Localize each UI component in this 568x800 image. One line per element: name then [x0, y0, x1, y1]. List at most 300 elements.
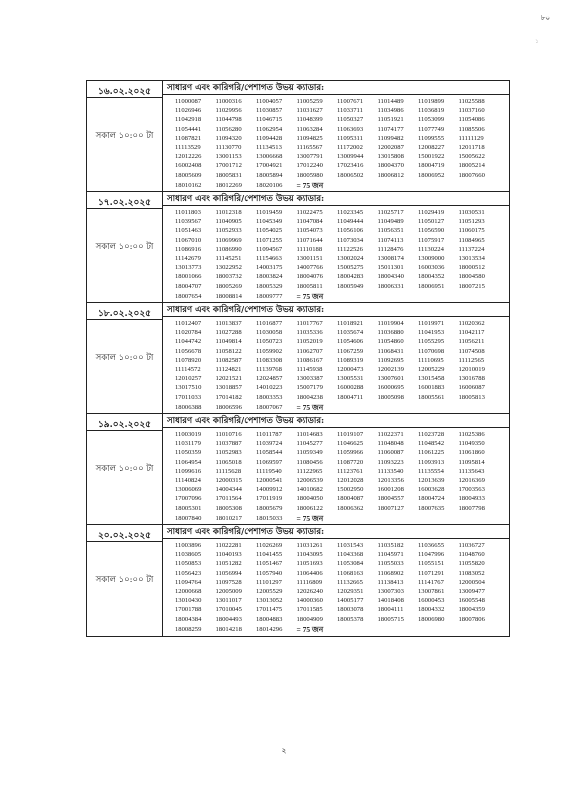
roll-row: [175, 458, 505, 467]
roll-number: 11040193: [215, 551, 242, 559]
roll-number: 18005214: [458, 162, 485, 170]
roll-number: 11026269: [256, 542, 283, 549]
roll-number: 11048760: [458, 551, 485, 559]
roll-number: 11037160: [458, 107, 485, 115]
exam-date: ১৯.০২.২০২৫: [97, 420, 152, 430]
roll-number: 18012269: [215, 181, 242, 189]
roll-number: 11058544: [256, 449, 283, 457]
roll-number: 11036819: [418, 107, 445, 115]
roll-number: 18008259: [175, 625, 202, 633]
roll-number: 11065018: [215, 458, 242, 466]
roll-row: [175, 578, 505, 587]
roll-number: 12012028: [337, 477, 364, 485]
roll-number: 11041455: [256, 551, 283, 559]
roll-number: 18004711: [337, 393, 364, 401]
roll-number: 11031179: [175, 440, 201, 448]
roll-number: 12010257: [175, 375, 202, 383]
roll-number: 11087821: [175, 134, 202, 142]
roll-number: 11172002: [337, 144, 363, 152]
roll-row: [175, 356, 505, 365]
roll-number: 11019899: [418, 98, 445, 105]
roll-number: 11050127: [418, 218, 445, 226]
roll-number: 11059902: [256, 347, 283, 355]
roll-number: 11022371: [377, 431, 404, 438]
roll-row: [175, 125, 505, 134]
roll-number: 18006951: [418, 282, 445, 290]
roll-number: 11018921: [337, 320, 364, 327]
roll-number: 11030857: [256, 107, 283, 115]
date-cell: [87, 81, 163, 191]
roll-number: 18006812: [377, 171, 404, 179]
roll-number: 11036880: [377, 329, 404, 337]
roll-number: 11053084: [337, 560, 364, 568]
roll-number: 11035674: [337, 329, 364, 337]
roll-number: 18004283: [337, 273, 364, 281]
roll-number: 11141767: [418, 578, 444, 586]
roll-number: 14003175: [256, 264, 283, 272]
roll-number: 11071291: [418, 569, 445, 577]
roll-list: [163, 539, 509, 634]
roll-number: 11050723: [256, 338, 283, 346]
roll-number: 11111129: [458, 134, 484, 142]
roll-number: 13016788: [458, 375, 485, 383]
roll-row: [175, 226, 505, 235]
roll-number: 18005813: [458, 393, 485, 401]
roll-number: 17011564: [215, 495, 242, 503]
roll-number: 18006122: [296, 504, 323, 512]
roll-number: 13010430: [175, 597, 202, 605]
roll-cell: [163, 81, 509, 191]
roll-number: 18015033: [256, 514, 283, 522]
roll-number: 18005329: [256, 282, 283, 290]
roll-number: 11055033: [377, 560, 404, 568]
roll-number: 18005301: [175, 504, 202, 512]
schedule-block: [87, 525, 509, 636]
roll-number: 14009912: [256, 486, 283, 494]
roll-number: 11116809: [296, 578, 323, 586]
roll-number: 11031261: [296, 542, 323, 549]
side-mark: ১: [535, 38, 539, 45]
roll-number: 11067010: [175, 236, 202, 244]
roll-number: 11114572: [175, 366, 201, 374]
roll-number: 12029351: [337, 588, 364, 596]
roll-number: 11135554: [418, 467, 444, 475]
roll-number: 11035336: [296, 329, 323, 337]
roll-number: 11055820: [458, 560, 485, 568]
roll-row: [175, 161, 505, 170]
roll-number: 11062707: [296, 347, 323, 355]
roll-number: 13013773: [175, 264, 202, 272]
roll-number: 11012318: [215, 209, 242, 216]
roll-number: 18004707: [175, 282, 202, 290]
roll-number: 11061225: [418, 449, 445, 457]
roll-number: 11056423: [175, 569, 202, 577]
roll-number: 11084965: [458, 236, 485, 244]
roll-number: 18006388: [175, 403, 202, 411]
roll-number: 11054860: [377, 338, 404, 346]
roll-number: 18005715: [377, 615, 404, 623]
roll-number: 17012240: [296, 162, 323, 170]
roll-number: 11000316: [215, 98, 242, 105]
roll-number: 11124821: [215, 366, 242, 374]
roll-number: 11035182: [377, 542, 404, 549]
roll-number: 18006331: [377, 282, 404, 290]
roll-number: 11082587: [215, 356, 242, 364]
page-number: ২: [281, 746, 287, 755]
roll-number: 11097528: [215, 578, 242, 586]
roll-number: 17004921: [256, 162, 283, 170]
roll-number: 17001788: [175, 606, 202, 614]
date-cell: [87, 192, 163, 302]
roll-total-row: [175, 625, 505, 634]
roll-number: 11099482: [377, 134, 404, 142]
roll-number: 11030058: [256, 329, 283, 337]
roll-number: 11064954: [175, 458, 202, 466]
roll-number: 11039724: [256, 440, 283, 448]
roll-number: 16005548: [458, 597, 485, 605]
roll-number: 15005622: [458, 153, 485, 161]
roll-number: 11014489: [377, 98, 404, 105]
roll-number: 18006362: [337, 504, 364, 512]
roll-number: 18004359: [458, 606, 485, 614]
roll-number: 13006069: [175, 486, 202, 494]
schedule-block: [87, 81, 509, 192]
roll-number: 18003732: [215, 273, 242, 281]
roll-number: 11094428: [256, 134, 283, 142]
roll-number: 11086990: [215, 245, 242, 253]
candidate-count: = 75 জন: [296, 402, 324, 412]
date-divider: [87, 97, 162, 98]
roll-number: 13007303: [377, 588, 404, 596]
roll-number: 11054086: [458, 116, 485, 124]
roll-number: 11056678: [175, 347, 202, 355]
roll-number: 11019107: [337, 431, 364, 438]
roll-number: 11029956: [215, 107, 242, 115]
roll-number: 12021521: [215, 375, 242, 383]
roll-number: 18014218: [215, 625, 242, 633]
roll-total-row: [175, 514, 505, 523]
roll-number: 11056351: [377, 227, 404, 235]
cadre-header: সাধারণ এবং কারিগরি/পেশাগত উভয় ক্যাডার:: [163, 414, 509, 428]
roll-row: [175, 541, 505, 550]
candidate-count: = 75 জন: [296, 624, 324, 634]
roll-number: 13015458: [418, 375, 445, 383]
roll-number: 11068163: [337, 569, 364, 577]
roll-number: 13015808: [377, 153, 404, 161]
roll-number: 18010217: [215, 514, 242, 522]
date-divider: [87, 319, 162, 320]
roll-number: 12026240: [296, 588, 323, 596]
roll-number: 11016877: [256, 320, 283, 327]
roll-number: 11007671: [337, 98, 364, 105]
roll-number: 12002087: [377, 144, 404, 152]
candidate-count: = 75 জন: [296, 291, 324, 301]
roll-number: 18007806: [458, 615, 485, 623]
roll-number: 11165567: [296, 144, 323, 152]
roll-number: 18004909: [296, 615, 323, 623]
roll-row: [175, 615, 505, 624]
roll-row: [175, 596, 505, 605]
roll-number: 11014683: [296, 431, 323, 438]
roll-row: [175, 217, 505, 226]
roll-number: 18005098: [377, 393, 404, 401]
roll-number: 11056994: [215, 569, 242, 577]
roll-number: 11027288: [215, 329, 242, 337]
roll-number: 11056106: [337, 227, 364, 235]
roll-row: [175, 504, 505, 513]
roll-number: 16003628: [418, 486, 445, 494]
roll-cell: [163, 192, 509, 302]
candidate-count: = 75 জন: [296, 513, 324, 523]
roll-number: 17001712: [215, 162, 242, 170]
roll-number: 13007791: [296, 153, 323, 161]
roll-number: 14018408: [377, 597, 404, 605]
roll-number: 11051293: [458, 218, 485, 226]
roll-number: 14007766: [296, 264, 323, 272]
roll-number: 11003019: [175, 431, 202, 438]
roll-number: 11068431: [377, 347, 404, 355]
exam-schedule-table: [86, 80, 510, 637]
roll-number: 18005894: [256, 171, 283, 179]
roll-number: 11058122: [215, 347, 242, 355]
roll-number: 11139768: [256, 366, 282, 374]
roll-row: [175, 476, 505, 485]
roll-number: 12024857: [256, 375, 283, 383]
roll-number: 11130224: [418, 245, 444, 253]
roll-number: 11055295: [418, 338, 445, 346]
schedule-block: [87, 303, 509, 414]
roll-number: 11154663: [256, 255, 282, 263]
roll-number: 17023416: [337, 162, 364, 170]
roll-number: 18007635: [418, 504, 445, 512]
roll-row: [175, 439, 505, 448]
roll-number: 11050327: [337, 116, 364, 124]
roll-number: 13011017: [215, 597, 242, 605]
roll-row: [175, 97, 505, 106]
roll-number: 12010019: [458, 366, 485, 374]
roll-row: [175, 328, 505, 337]
roll-number: 11093913: [418, 458, 445, 466]
roll-row: [175, 430, 505, 439]
roll-number: 11043095: [296, 551, 323, 559]
roll-number: 18005679: [256, 504, 283, 512]
roll-number: 11011803: [175, 209, 201, 216]
roll-number: 11094567: [256, 245, 283, 253]
cadre-header: সাধারণ এবং কারিগরি/পেশাগত উভয় ক্যাডার:: [163, 192, 509, 206]
roll-row: [175, 383, 505, 392]
roll-number: 11140824: [175, 477, 201, 485]
roll-number: 18004719: [418, 162, 445, 170]
roll-number: 18004557: [377, 495, 404, 503]
roll-row: [175, 106, 505, 115]
roll-number: 12008227: [418, 144, 445, 152]
roll-number: 11044742: [175, 338, 202, 346]
roll-number: 11049814: [215, 338, 242, 346]
roll-number: 11119540: [256, 467, 282, 475]
roll-number: 11094320: [215, 134, 242, 142]
roll-number: 13008174: [377, 255, 404, 263]
roll-number: 18004933: [458, 495, 485, 503]
roll-number: 11052019: [296, 338, 323, 346]
roll-number: 11099555: [418, 134, 445, 142]
roll-number: 11019459: [256, 209, 283, 216]
roll-number: 18004883: [256, 615, 283, 623]
roll-number: 11059966: [337, 449, 364, 457]
roll-total-row: [175, 403, 505, 412]
roll-number: 18005609: [175, 171, 202, 179]
roll-number: 11050359: [175, 449, 202, 457]
roll-number: 11053099: [418, 116, 445, 124]
roll-number: 11080456: [296, 458, 323, 466]
roll-number: 11067259: [337, 347, 364, 355]
roll-number: 11044798: [215, 116, 242, 124]
roll-number: 11112565: [458, 356, 485, 364]
roll-number: 17007096: [175, 495, 202, 503]
roll-number: 11110188: [296, 245, 323, 253]
roll-number: 11025386: [458, 431, 485, 438]
roll-number: 11110695: [418, 356, 444, 364]
roll-number: 12000504: [458, 578, 485, 586]
roll-number: 11122965: [296, 467, 323, 475]
roll-number: 11068902: [377, 569, 404, 577]
roll-number: 13009477: [458, 588, 485, 596]
roll-row: [175, 467, 505, 476]
roll-number: 11093223: [377, 458, 404, 466]
roll-number: 11051921: [377, 116, 404, 124]
roll-number: 11075917: [418, 236, 445, 244]
exam-time: সকাল ১০:০০ টা: [95, 575, 154, 585]
cadre-header: সাধারণ এবং কারিগরি/পেশাগত উভয় ক্যাডার:: [163, 81, 509, 95]
roll-number: 18005831: [215, 171, 242, 179]
roll-number: 11083308: [256, 356, 283, 364]
roll-number: 12002139: [377, 366, 404, 374]
roll-number: 18004076: [296, 273, 323, 281]
roll-number: 11070698: [418, 347, 445, 355]
date-cell: [87, 525, 163, 636]
roll-number: 11043368: [337, 551, 364, 559]
roll-number: 11038605: [175, 551, 202, 559]
roll-number: 18004493: [215, 615, 242, 623]
roll-number: 11045971: [377, 551, 404, 559]
roll-number: 13006668: [256, 153, 283, 161]
roll-number: 11047084: [296, 218, 323, 226]
roll-number: 17011919: [256, 495, 283, 503]
roll-number: 11137224: [458, 245, 485, 253]
roll-number: 15005275: [337, 264, 364, 272]
roll-number: 11074113: [377, 236, 404, 244]
roll-number: 12006539: [296, 477, 323, 485]
roll-row: [175, 171, 505, 180]
roll-number: 11071644: [296, 236, 323, 244]
roll-number: 11086167: [296, 356, 323, 364]
roll-number: 11060175: [458, 227, 485, 235]
roll-number: 11134513: [256, 144, 282, 152]
roll-number: 11048048: [377, 440, 404, 448]
roll-number: 11061860: [458, 449, 485, 457]
roll-number: 11128476: [377, 245, 404, 253]
roll-number: 13013534: [458, 255, 485, 263]
roll-number: 11074177: [377, 125, 404, 133]
roll-number: 18008814: [215, 292, 242, 300]
roll-number: 11073034: [337, 236, 364, 244]
roll-number: 18009777: [256, 292, 283, 300]
date-divider: [87, 430, 162, 431]
exam-time: সকাল ১০:০০ টা: [95, 464, 154, 474]
roll-number: 18003824: [256, 273, 283, 281]
exam-date: ১৭.০২.২০২৫: [97, 198, 152, 208]
roll-number: 11095814: [458, 458, 485, 466]
roll-number: 18004580: [458, 273, 485, 281]
roll-number: 18004384: [175, 615, 202, 623]
roll-number: 11025588: [458, 98, 485, 105]
roll-number: 16000695: [377, 384, 404, 392]
roll-list: [163, 428, 509, 523]
roll-row: [175, 152, 505, 161]
roll-number: 12000473: [337, 366, 364, 374]
roll-number: 11036655: [418, 542, 445, 549]
roll-row: [175, 337, 505, 346]
roll-number: 11036727: [458, 542, 485, 549]
roll-number: 11052933: [215, 227, 242, 235]
roll-number: 13013052: [256, 597, 283, 605]
roll-number: 18007840: [175, 514, 202, 522]
roll-number: 11022475: [296, 209, 323, 216]
exam-date: ১৬.০২.২০২৫: [97, 87, 152, 97]
roll-number: 12000668: [175, 588, 202, 596]
roll-number: 13022952: [215, 264, 242, 272]
roll-list: [163, 206, 509, 301]
roll-number: 13005531: [337, 375, 364, 383]
roll-cell: [163, 303, 509, 413]
candidate-count: = 75 জন: [296, 180, 324, 190]
roll-number: 11048399: [296, 116, 323, 124]
roll-number: 11023345: [337, 209, 364, 216]
roll-number: 11051693: [296, 560, 323, 568]
roll-number: 18006596: [215, 403, 242, 411]
roll-number: 11135643: [458, 467, 485, 475]
roll-number: 17010045: [215, 606, 242, 614]
roll-row: [175, 448, 505, 457]
roll-number: 13003387: [296, 375, 323, 383]
roll-number: 12016369: [458, 477, 485, 485]
roll-number: 16002408: [175, 162, 202, 170]
exam-time: সকাল ১০:০০ টা: [95, 353, 154, 363]
roll-row: [175, 550, 505, 559]
roll-row: [175, 319, 505, 328]
roll-number: 11123761: [337, 467, 363, 475]
roll-number: 11069597: [256, 458, 283, 466]
roll-list: [163, 95, 509, 190]
roll-number: 11083052: [458, 569, 485, 577]
exam-date: ২০.০২.২০২৫: [97, 531, 152, 541]
roll-number: 11101297: [256, 578, 282, 586]
roll-number: 11037887: [215, 440, 242, 448]
roll-number: 11145251: [215, 255, 242, 263]
roll-number: 14010223: [256, 384, 283, 392]
roll-number: 18005269: [215, 282, 242, 290]
roll-number: 11113529: [175, 144, 201, 152]
roll-number: 18006502: [337, 171, 364, 179]
roll-row: [175, 569, 505, 578]
roll-number: 18005308: [215, 504, 242, 512]
roll-number: 11138413: [377, 578, 404, 586]
roll-number: 18004352: [418, 273, 445, 281]
roll-number: 18004340: [377, 273, 404, 281]
roll-row: [175, 347, 505, 356]
roll-number: 11046625: [337, 440, 364, 448]
roll-row: [175, 272, 505, 281]
roll-number: 11041953: [418, 329, 445, 337]
